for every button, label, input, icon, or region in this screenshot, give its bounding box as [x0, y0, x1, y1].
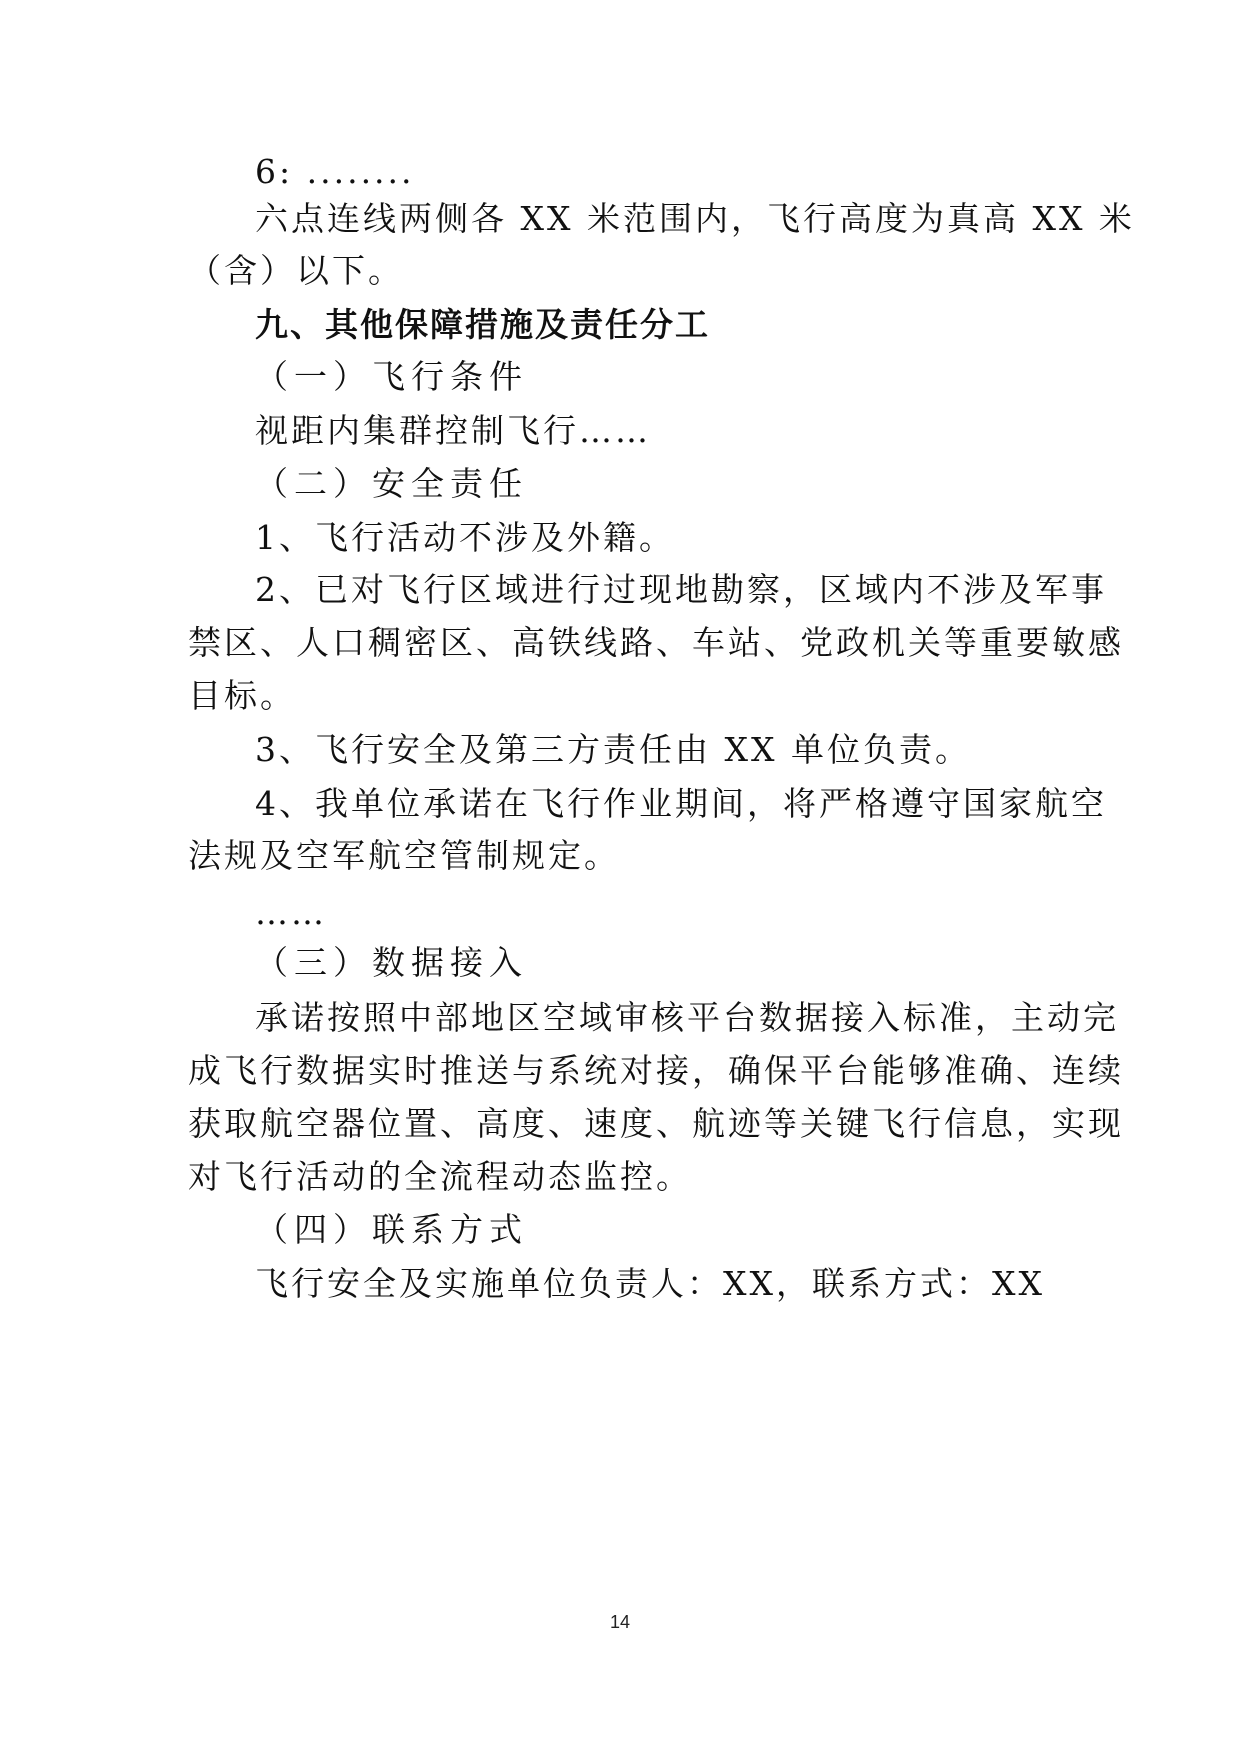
list-item-4-line-1: 4、我单位承诺在飞行作业期间，将严格遵守国家航空 — [255, 784, 1107, 823]
paragraph-range-line-2: （含）以下。 — [188, 251, 404, 290]
ellipsis-line: …… — [255, 893, 327, 932]
list-item-2-line-3: 目标。 — [188, 676, 296, 715]
subsection-heading-flight-conditions: （一）飞行条件 — [255, 357, 528, 396]
paragraph-contact: 飞行安全及实施单位负责人：XX，联系方式：XX — [255, 1264, 1045, 1303]
paragraph-range-line-1: 六点连线两侧各 XX 米范围内，飞行高度为真高 XX 米 — [255, 199, 1135, 238]
list-item-3: 3、飞行安全及第三方责任由 XX 单位负责。 — [255, 730, 971, 769]
subsection-heading-contact: （四）联系方式 — [255, 1210, 528, 1249]
subsection-heading-data-access: （三）数据接入 — [255, 943, 528, 982]
paragraph-data-access-line-1: 承诺按照中部地区空域审核平台数据接入标准，主动完 — [255, 998, 1119, 1037]
page-number: 14 — [609, 1612, 631, 1632]
list-item-4-line-2: 法规及空军航空管制规定。 — [188, 836, 620, 875]
paragraph-data-access-line-3: 获取航空器位置、高度、速度、航迹等关键飞行信息，实现 — [188, 1104, 1124, 1143]
subsection-heading-safety-responsibility: （二）安全责任 — [255, 464, 528, 503]
paragraph-point-6: 6: ........ — [255, 152, 415, 191]
list-item-2-line-1: 2、已对飞行区域进行过现地勘察，区域内不涉及军事 — [255, 570, 1107, 609]
paragraph-flight-conditions: 视距内集群控制飞行…… — [255, 411, 651, 450]
list-item-2-line-2: 禁区、人口稠密区、高铁线路、车站、党政机关等重要敏感 — [188, 623, 1124, 662]
paragraph-data-access-line-4: 对飞行活动的全流程动态监控。 — [188, 1157, 692, 1196]
paragraph-data-access-line-2: 成飞行数据实时推送与系统对接，确保平台能够准确、连续 — [188, 1051, 1124, 1090]
section-heading-9: 九、其他保障措施及责任分工 — [255, 305, 710, 344]
list-item-1: 1、飞行活动不涉及外籍。 — [255, 518, 675, 557]
